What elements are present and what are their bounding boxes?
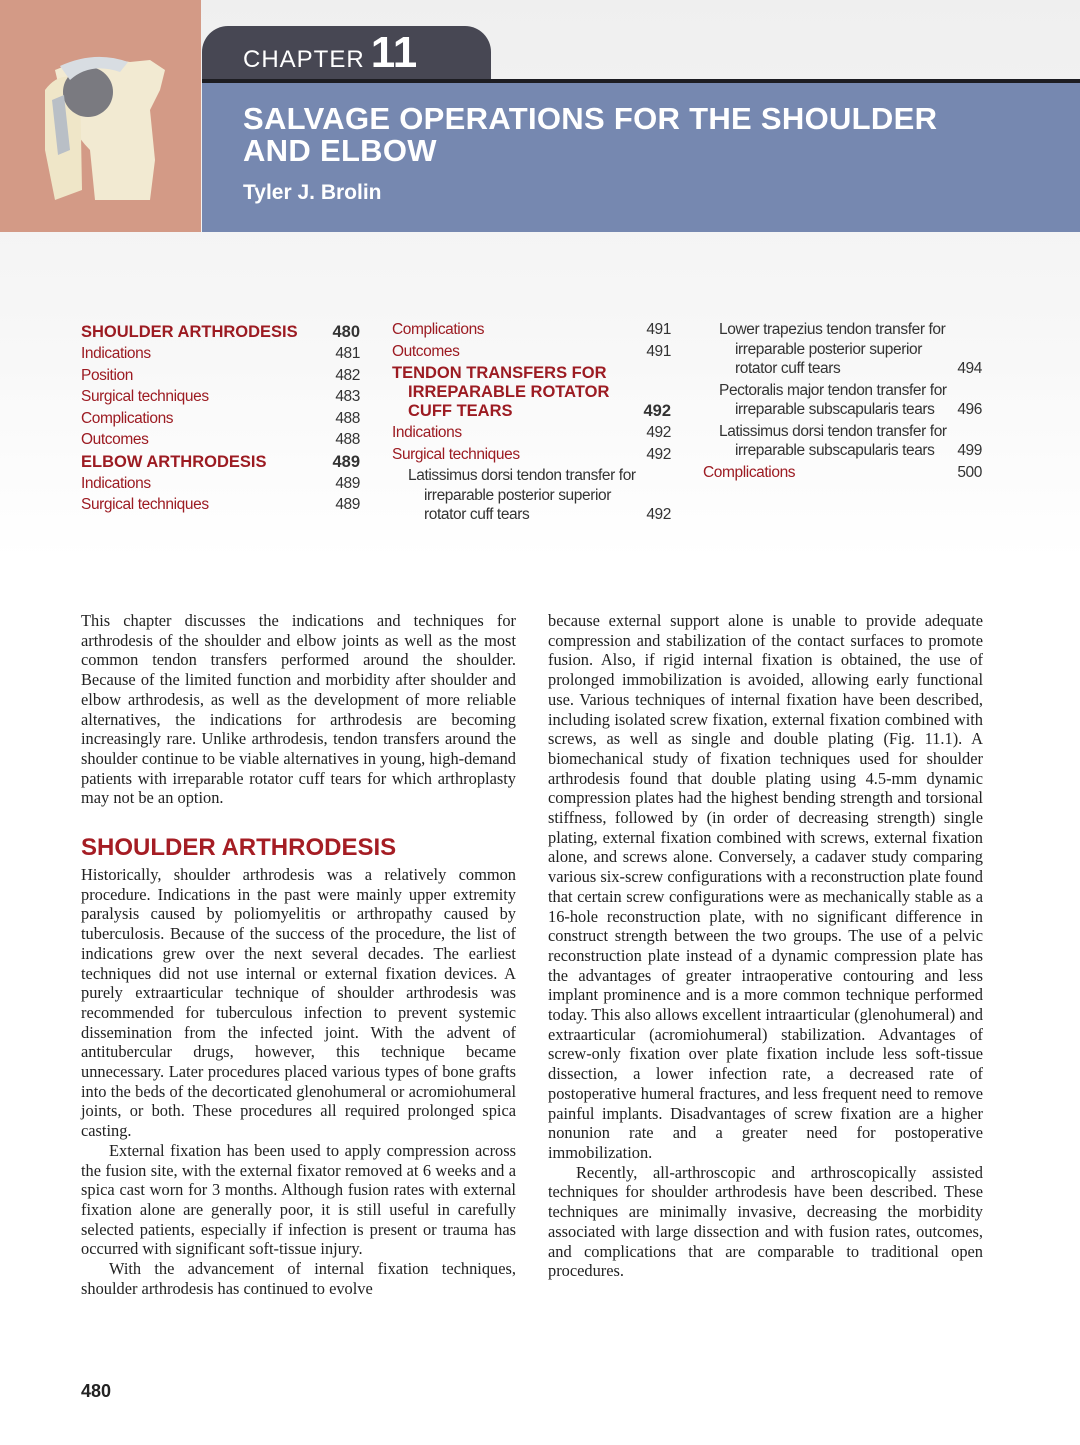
toc-entry-page: 481 <box>335 345 360 362</box>
toc-entry[interactable] <box>81 323 360 342</box>
section-heading: SHOULDER ARTHRODESIS <box>81 834 397 862</box>
toc-entry-title: Complications <box>703 463 796 481</box>
toc-entry-page: 488 <box>335 431 360 448</box>
toc-entry-title: Complications <box>392 321 485 338</box>
toc-entry-page: 491 <box>646 342 671 360</box>
toc-entry-title: Latissimus dorsi tendon transfer for irreparable posterior superior rotator cuff tears <box>408 467 636 523</box>
toc-entry[interactable] <box>81 495 360 515</box>
toc-entry[interactable] <box>81 344 360 364</box>
toc-entry-title: Surgical techniques <box>81 388 209 405</box>
chapter-title-band <box>202 83 1080 232</box>
body-paragraph: With the advancement of internal fixation techniques, shoulder arthrodesis has continued to evolve <box>81 1259 516 1298</box>
toc-entry[interactable] <box>703 463 982 483</box>
toc-entry-title: Surgical techniques <box>81 496 209 513</box>
toc-entry[interactable] <box>392 466 671 525</box>
toc-column-3 <box>703 320 982 484</box>
chapter-title: SALVAGE OPERATIONS FOR THE SHOULDER AND ELBOW <box>243 101 938 168</box>
toc-entry-page: 496 <box>957 401 982 418</box>
toc-entry[interactable] <box>392 342 671 362</box>
toc-entry-page: 492 <box>646 445 671 463</box>
toc-entry-page: 488 <box>335 409 360 427</box>
toc-entry-title: Outcomes <box>392 342 460 360</box>
toc-entry[interactable] <box>392 445 671 465</box>
toc-entry[interactable] <box>81 387 360 407</box>
toc-entry-title: Lower trapezius tendon transfer for irreparable posterior superior rotator cuff tears <box>719 321 946 377</box>
toc-entry[interactable] <box>392 423 671 443</box>
toc-entry[interactable] <box>81 430 360 450</box>
shoulder-implant-illustration <box>0 0 201 232</box>
toc-entry-title: Pectoralis major tendon transfer for irreparable subscapularis tears <box>719 381 947 418</box>
toc-entry-title: SHOULDER ARTHRODESIS <box>81 323 298 341</box>
page-number: 480 <box>81 1381 112 1401</box>
toc-column-2 <box>392 320 671 527</box>
toc-entry-title: Surgical techniques <box>392 445 520 463</box>
toc-entry-page: 494 <box>957 360 982 377</box>
chapter-author: Tyler J. Brolin <box>243 181 382 204</box>
body-paragraph: Recently, all-arthroscopic and arthroscopically assisted techniques for shoulder arthrodesis have been described. These techniques are minimally invasive, decreasing the morbidity associated with large dissection and with fusion rates, outcomes, and complications that are comparable to traditional open procedures. <box>548 1162 983 1281</box>
toc-entry-title: ELBOW ARTHRODESIS <box>81 452 267 471</box>
toc-entry-page: 489 <box>335 474 360 492</box>
body-column-left <box>81 611 516 1299</box>
toc-entry-page: 480 <box>332 323 360 341</box>
toc-entry[interactable] <box>703 320 982 379</box>
toc-entry-title: Indications <box>81 345 151 362</box>
toc-entry[interactable] <box>81 474 360 494</box>
toc-entry[interactable] <box>81 366 360 386</box>
chapter-number: 11 <box>370 28 418 77</box>
toc-entry-page: 489 <box>332 452 360 471</box>
toc-entry-page: 499 <box>957 442 982 459</box>
toc-entry-title: TENDON TRANSFERS FOR IRREPARABLE ROTATOR CUFF TEARS <box>392 364 610 420</box>
toc-entry-page: 492 <box>646 506 671 523</box>
toc-entry-title: Position <box>81 366 133 384</box>
body-paragraph: Historically, shoulder arthrodesis was a relatively common procedure. Indications in the past were mainly upper extremity paralysis caused by poliomyelitis or arthropathy caused by tuberculosis. Because of the success of the procedure, the list of indications grew over the next several decades. The earliest techniques did not use internal or external fixation devices. A purely extraarticular technique of shoulder arthrodesis was recommended for tuberculous infection to prevent systemic dissemination from the infected joint. With the advent of antitubercular drugs, however, this technique became unnecessary. Later procedures placed various types of bone grafts into the beds of the decorticated glenohumeral or acromiohumeral joints, or both. These procedures all required prolonged spica casting. <box>81 865 516 1141</box>
toc-entry-title: Indications <box>81 474 151 492</box>
intro-paragraph: This chapter discusses the indications and techniques for arthrodesis of the shoulder and elbow joints as well as the most common tendon transfers performed around the shoulder. Because of the limited function and morbidity after shoulder and elbow arthrodesis, as well as the development of more reliable alternatives, the indications for arthrodesis are becoming increasingly rare. Unlike arthrodesis, tendon transfers around the shoulder continue to be viable alternatives in young, high-demand patients with irreparable rotator cuff tears for which arthroplasty may not be an option. <box>81 611 516 808</box>
toc-entry-page: 483 <box>335 388 360 405</box>
toc-entry[interactable] <box>81 453 360 472</box>
chapter-tab <box>202 26 491 82</box>
toc-entry-page: 491 <box>646 321 671 338</box>
toc-entry[interactable] <box>392 320 671 340</box>
toc-entry-page: 500 <box>957 463 982 481</box>
toc-entry-title: Outcomes <box>81 431 149 448</box>
toc-column-1 <box>81 320 360 517</box>
toc-entry-page: 482 <box>335 366 360 384</box>
toc-entry-page: 492 <box>643 402 671 420</box>
toc-entry[interactable] <box>703 381 982 420</box>
body-paragraph: External fixation has been used to apply compression across the fusion site, with the external fixator removed at 6 weeks and a spica cast worn for 3 months. Although fusion rates with external fixation alone are generally poor, it is still useful in carefully selected patients, especially if infection is present or trauma has occurred with significant soft-tissue injury. <box>81 1140 516 1259</box>
body-paragraph: because external support alone is unable to provide adequate compression and stabilization of the contact surfaces to promote fusion. Also, if rigid internal fixation is obtained, the use of prolonged immobilization is avoided, allowing early functional use. Various techniques of internal fixation have been described, including isolated screw fixation, external fixation combined with screws, as well as single and double plating (Fig. 11.1). A biomechanical study of fixation techniques used for shoulder arthrodesis found that double plating using 4.5-mm dynamic compression plates had the highest bending strength and torsional stiffness, followed by (in order of decreasing strength) single plating, external fixation combined with screws, external fixation alone, and screws alone. Conversely, a cadaver study comparing various six-screw configurations with a reconstruction plate found that certain screw configurations were as mechanically stable as a 16-hole reconstruction plate, with no significant difference in construct strength between the two groups. The use of a pelvic reconstruction plate instead of a dynamic compression plate has the advantages of greater intraoperative contouring and less implant prominence and is a more common technique performed today. This also allows excellent intraarticular (glenohumeral) and extraarticular (acromiohumeral) stabilization. Advantages of screw-only fixation over plate fixation include less soft-tissue dissection, a lower infection rate, a decreased rate of postoperative humeral fractures, and less frequent need to remove painful implants. Disadvantages of screw fixation are a higher nonunion rate and a greater need for postoperative immobilization. <box>548 611 983 1162</box>
toc-entry-page: 489 <box>335 496 360 513</box>
toc-entry-title: Indications <box>392 424 462 441</box>
toc-entry[interactable] <box>703 422 982 461</box>
toc-entry-page: 492 <box>646 424 671 441</box>
body-column-right <box>548 611 983 1281</box>
toc-entry[interactable] <box>392 364 671 421</box>
chapter-image-shoulder-illustration <box>0 0 201 232</box>
toc-entry[interactable] <box>81 409 360 429</box>
toc-entry-title: Complications <box>81 409 174 427</box>
toc-entry-title: Latissimus dorsi tendon transfer for irreparable subscapularis tears <box>719 422 947 459</box>
chapter-label: CHAPTER <box>243 46 365 73</box>
